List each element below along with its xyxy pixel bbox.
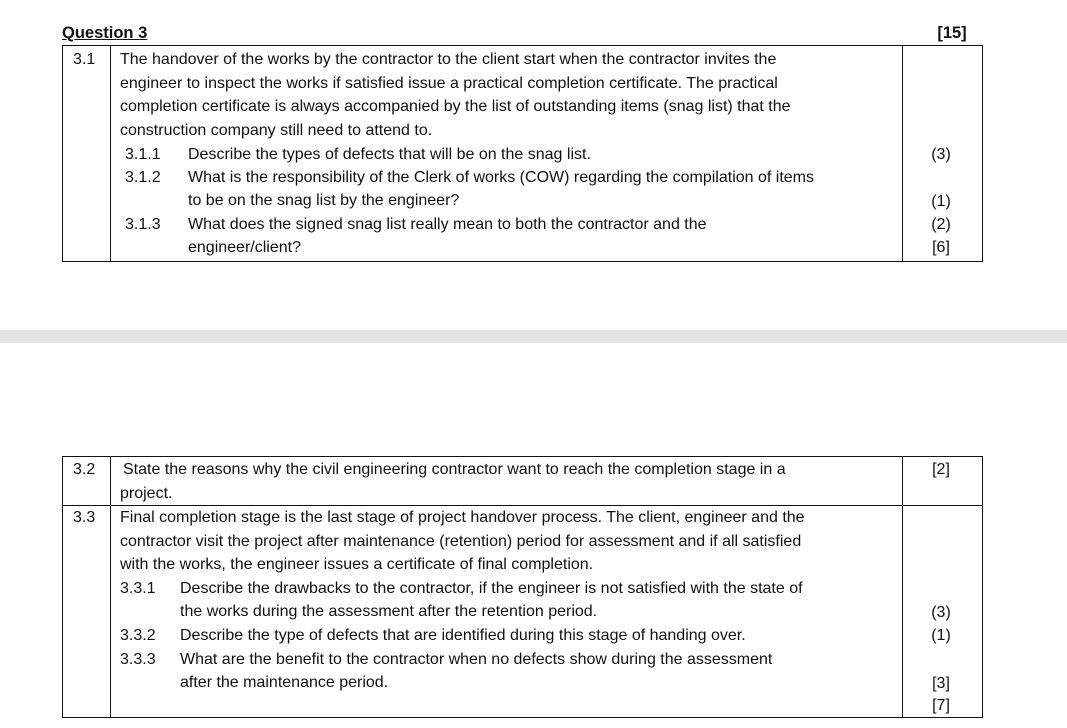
sub-question-number: 3.1.2 [125, 169, 161, 186]
question-text-line: The handover of the works by the contractor to the client start when the contractor invites the [120, 51, 777, 68]
subtotal-mark: [6] [932, 239, 950, 256]
sub-question-mark: (1) [931, 193, 951, 210]
sub-question-text: after the maintenance period. [180, 674, 389, 691]
sub-question-mark: (2) [931, 216, 951, 233]
column-divider [902, 457, 903, 717]
sub-question-text: What are the benefit to the contractor when no defects show during the assessment [180, 651, 773, 668]
sub-question-mark: (3) [931, 604, 951, 621]
sub-question-number: 3.1.1 [125, 146, 161, 163]
question-text-line: contractor visit the project after maintenance (retention) period for assessment and if all satisfied [120, 533, 802, 550]
question-text-line: with the works, the engineer issues a certificate of final completion. [120, 556, 594, 573]
sub-question-text: What does the signed snag list really mean to both the contractor and the [188, 216, 707, 233]
question-number: 3.1 [73, 51, 96, 68]
sub-question-text: to be on the snag list by the engineer? [188, 192, 460, 209]
sub-question-number: 3.1.3 [125, 216, 161, 233]
sub-question-number: 3.3.3 [120, 651, 156, 668]
question-text-line: State the reasons why the civil engineering contractor want to reach the completion stage in a [123, 461, 786, 478]
question-3-1-table [62, 45, 983, 262]
question-heading [62, 24, 982, 46]
sub-question-mark: [3] [932, 675, 950, 692]
question-3-2-3-3-table [62, 456, 983, 718]
question-number: 3.3 [73, 509, 96, 526]
page-divider [0, 330, 1067, 343]
sub-question-number: 3.3.1 [120, 580, 156, 597]
question-text-line: construction company still need to attend to. [120, 122, 433, 139]
question-text-line: project. [120, 485, 173, 502]
question-number: 3.2 [73, 461, 96, 478]
sub-question-mark: (1) [931, 627, 951, 644]
question-text-line: engineer to inspect the works if satisfied issue a practical completion certificate. The practical [120, 75, 778, 92]
question-text-line: Final completion stage is the last stage of project handover process. The client, engineer and the [120, 509, 805, 526]
sub-question-text: Describe the types of defects that will be on the snag list. [188, 146, 591, 163]
column-divider [110, 46, 111, 261]
column-divider [110, 457, 111, 717]
sub-question-text: Describe the type of defects that are identified during this stage of handing over. [180, 627, 746, 644]
sub-question-text: engineer/client? [188, 239, 301, 256]
column-divider [902, 46, 903, 261]
question-total-marks: [15] [937, 24, 967, 42]
sub-question-number: 3.3.2 [120, 627, 156, 644]
question-title: Question 3 [62, 24, 148, 42]
sub-question-text: Describe the drawbacks to the contractor, if the engineer is not satisfied with the state of [180, 580, 803, 597]
sub-question-mark: (3) [931, 146, 951, 163]
sub-question-text: What is the responsibility of the Clerk of works (COW) regarding the compilation of items [188, 169, 815, 186]
sub-question-text: the works during the assessment after the retention period. [180, 603, 598, 620]
question-mark: [2] [932, 461, 950, 478]
subtotal-mark: [7] [932, 697, 950, 714]
question-text-line: completion certificate is always accompanied by the list of outstanding items (snag list) that the [120, 98, 791, 115]
